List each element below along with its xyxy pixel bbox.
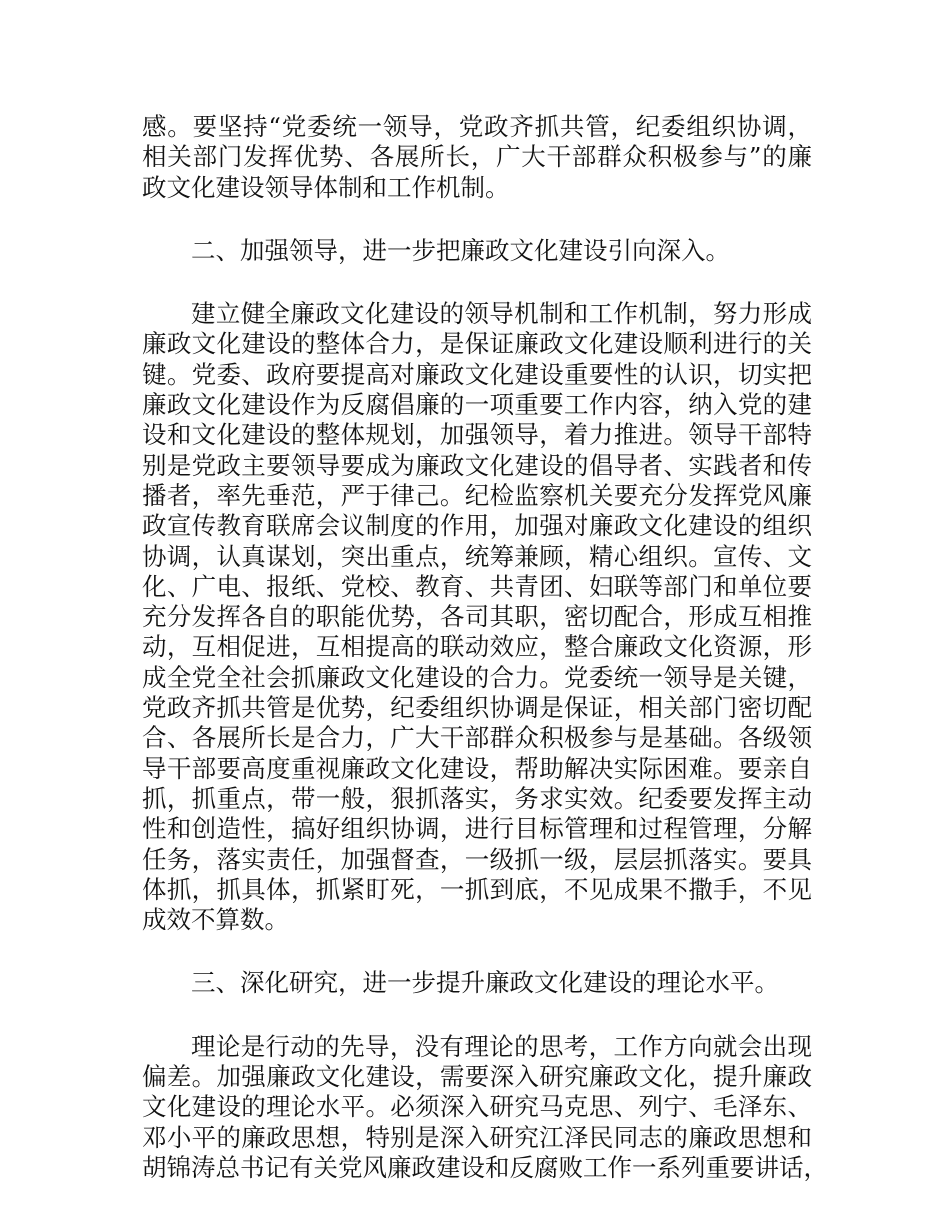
text-line: 邓小平的廉政思想，特别是深入研究江泽民同志的廉政思想和 [142,1122,812,1152]
text-line: 充分发挥各自的职能优势，各司其职，密切配合，形成互相推 [142,602,812,632]
section-heading-2 [142,236,812,266]
text-line: 党政齐抓共管是优势，纪委组织协调是保证，相关部门密切配 [142,693,812,723]
paragraph-leadership [142,299,812,935]
text-line: 廉政文化建设作为反腐倡廉的一项重要工作内容，纳入党的建 [142,390,812,420]
text-line: 合、各展所长是合力，广大干部群众积极参与是基础。各级领 [142,723,812,753]
text-line: 理论是行动的先导，没有理论的思考，工作方向就会出现 [191,1031,812,1061]
text-line: 文化建设的理论水平。必须深入研究马克思、列宁、毛泽东、 [142,1092,812,1122]
heading-text: 三、深化研究，进一步提升廉政文化建设的理论水平。 [191,968,779,998]
document-page [142,112,828,1183]
text-line: 化、广电、报纸、党校、教育、共青团、妇联等部门和单位要 [142,571,812,601]
text-line: 体抓，抓具体，抓紧盯死，一抓到底，不见成果不撒手，不见 [142,874,812,904]
text-line: 任务，落实责任，加强督查，一级抓一级，层层抓落实。要具 [142,844,812,874]
text-line: 胡锦涛总书记有关党风廉政建设和反腐败工作一系列重要讲话， [142,1152,828,1182]
paragraph-continuation [142,112,812,203]
text-line: 偏差。加强廉政文化建设，需要深入研究廉政文化，提升廉政 [142,1062,812,1092]
text-line: 性和创造性，搞好组织协调，进行目标管理和过程管理，分解 [142,814,812,844]
text-line: 成全党全社会抓廉政文化建设的合力。党委统一领导是关键， [142,662,812,692]
text-line: 成效不算数。 [142,905,289,935]
text-line: 廉政文化建设的整体合力，是保证廉政文化建设顺利进行的关 [142,329,812,359]
text-line: 协调，认真谋划，突出重点，统筹兼顾，精心组织。宣传、文 [142,541,812,571]
text-line: 别是党政主要领导要成为廉政文化建设的倡导者、实践者和传 [142,450,812,480]
text-line: 建立健全廉政文化建设的领导机制和工作机制，努力形成 [191,299,812,329]
text-line: 键。党委、政府要提高对廉政文化建设重要性的认识，切实把 [142,359,812,389]
heading-text: 二、加强领导，进一步把廉政文化建设引向深入。 [191,235,730,265]
text-line: 感。要坚持“党委统一领导，党政齐抓共管，纪委组织协调， [142,112,812,141]
text-line: 播者，率先垂范，严于律己。纪检监察机关要充分发挥党风廉 [142,480,812,510]
text-line: 抓，抓重点，带一般，狠抓落实，务求实效。纪委要发挥主动 [142,783,812,813]
paragraph-theory [142,1031,828,1183]
text-line: 政宣传教育联席会议制度的作用，加强对廉政文化建设的组织 [142,511,812,541]
section-heading-3 [142,968,812,998]
text-line: 政文化建设领导体制和工作机制。 [142,172,510,202]
text-line: 设和文化建设的整体规划，加强领导，着力推进。领导干部特 [142,420,812,450]
text-line: 相关部门发挥优势、各展所长，广大干部群众积极参与”的廉 [142,142,812,172]
text-line: 导干部要高度重视廉政文化建设，帮助解决实际困难。要亲自 [142,753,812,783]
text-line: 动，互相促进，互相提高的联动效应，整合廉政文化资源，形 [142,632,812,662]
